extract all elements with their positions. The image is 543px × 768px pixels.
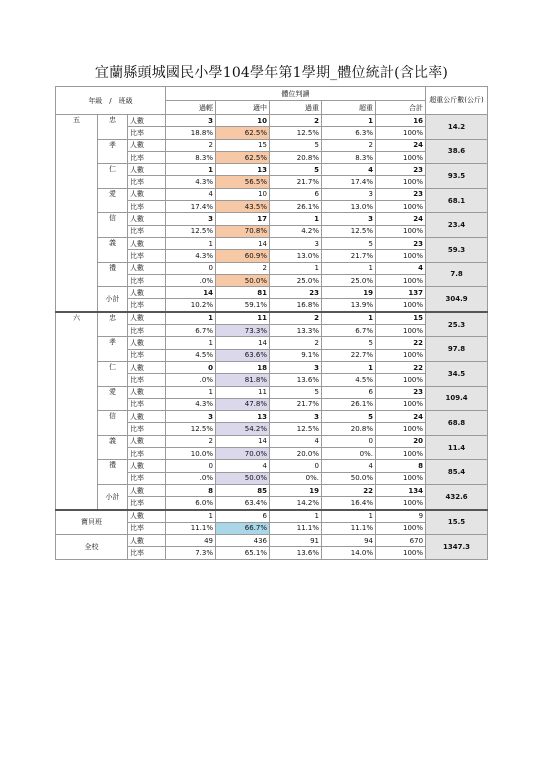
count-cell: 24 [376, 411, 426, 423]
count-cell: 1 [166, 237, 216, 249]
count-cell: 22 [322, 484, 376, 496]
count-row [56, 535, 488, 547]
special-name: 全校 [56, 535, 128, 560]
ratio-cell: 50.0% [322, 472, 376, 484]
count-cell: 5 [322, 411, 376, 423]
count-cell: 0 [166, 262, 216, 274]
over-kg-cell: 23.4 [426, 213, 488, 238]
count-cell: 8 [166, 484, 216, 496]
count-cell: 85 [216, 484, 270, 496]
row-type-ratio: 比率 [128, 547, 166, 559]
row-type-ratio: 比率 [128, 423, 166, 435]
row-type-count: 人數 [128, 484, 166, 496]
ratio-cell: 6.0% [166, 497, 216, 510]
count-row [56, 361, 488, 373]
ratio-cell: 8.3% [166, 151, 216, 163]
ratio-cell: 54.2% [216, 423, 270, 435]
count-cell: 5 [270, 164, 322, 176]
grade-label: 五 [56, 115, 98, 312]
count-cell: 137 [376, 287, 426, 299]
ratio-cell: 56.5% [216, 176, 270, 188]
class-name: 禮 [98, 262, 128, 287]
ratio-cell: 100% [376, 127, 426, 139]
ratio-cell: 8.3% [322, 151, 376, 163]
grade-label: 六 [56, 312, 98, 510]
count-row [56, 262, 488, 274]
col-header: 合計 [376, 101, 426, 115]
ratio-cell: 16.8% [270, 299, 322, 312]
count-cell: 3 [322, 188, 376, 200]
count-cell: 5 [322, 337, 376, 349]
ratio-cell: 65.1% [216, 547, 270, 559]
ratio-cell: 63.4% [216, 497, 270, 510]
row-type-ratio: 比率 [128, 274, 166, 286]
row-type-count: 人數 [128, 386, 166, 398]
count-cell: 5 [270, 386, 322, 398]
class-name: 信 [98, 213, 128, 238]
row-type-ratio: 比率 [128, 472, 166, 484]
count-cell: 10 [216, 115, 270, 127]
count-cell: 1 [166, 510, 216, 523]
ratio-cell: 4.5% [322, 374, 376, 386]
class-name: 仁 [98, 361, 128, 386]
class-name: 愛 [98, 386, 128, 411]
count-cell: 14 [166, 287, 216, 299]
count-cell: 23 [376, 237, 426, 249]
count-cell: 20 [376, 435, 426, 447]
row-type-count: 人數 [128, 262, 166, 274]
row-type-ratio: 比率 [128, 522, 166, 534]
count-cell: 2 [270, 337, 322, 349]
ratio-cell: 12.5% [166, 225, 216, 237]
count-cell: 1 [166, 386, 216, 398]
count-cell: 13 [216, 164, 270, 176]
ratio-cell: 12.5% [322, 225, 376, 237]
class-name: 義 [98, 237, 128, 262]
ratio-cell: 11.1% [166, 522, 216, 534]
ratio-cell: 4.3% [166, 176, 216, 188]
count-cell: 3 [166, 115, 216, 127]
ratio-cell: 21.7% [270, 176, 322, 188]
count-cell: 15 [376, 312, 426, 325]
count-cell: 134 [376, 484, 426, 496]
ratio-cell: 7.3% [166, 547, 216, 559]
ratio-cell: 100% [376, 176, 426, 188]
count-row [56, 411, 488, 423]
col-header: 過輕 [166, 101, 216, 115]
count-cell: 1 [322, 115, 376, 127]
count-row [56, 213, 488, 225]
ratio-cell: 21.7% [270, 398, 322, 410]
count-cell: 8 [376, 460, 426, 472]
count-cell: 2 [166, 435, 216, 447]
ratio-cell: .0% [166, 374, 216, 386]
ratio-cell: 60.9% [216, 250, 270, 262]
row-type-ratio: 比率 [128, 448, 166, 460]
page-title: 宜蘭縣頭城國民小學104學年第1學期_體位統計(含比率) [94, 65, 449, 81]
count-cell: 81 [216, 287, 270, 299]
count-cell: 6 [216, 510, 270, 523]
ratio-cell: 12.5% [166, 423, 216, 435]
count-cell: 0 [322, 435, 376, 447]
count-cell: 23 [376, 188, 426, 200]
row-type-ratio: 比率 [128, 497, 166, 510]
count-cell: 4 [322, 460, 376, 472]
ratio-cell: 81.8% [216, 374, 270, 386]
over-kg-cell: 68.1 [426, 188, 488, 213]
over-kg-header: 超重公斤數(公斤) [426, 87, 488, 115]
count-cell: 2 [270, 312, 322, 325]
ratio-cell: 20.8% [270, 151, 322, 163]
ratio-cell: 100% [376, 472, 426, 484]
over-kg-cell: 304.9 [426, 287, 488, 312]
count-cell: 1 [166, 164, 216, 176]
count-cell: 1 [270, 262, 322, 274]
ratio-cell: 17.4% [166, 201, 216, 213]
count-cell: 3 [322, 213, 376, 225]
row-type-count: 人數 [128, 188, 166, 200]
count-cell: 2 [322, 139, 376, 151]
row-type-count: 人數 [128, 237, 166, 249]
count-cell: 13 [216, 411, 270, 423]
count-cell: 18 [216, 361, 270, 373]
count-cell: 19 [322, 287, 376, 299]
ratio-cell: 6.3% [322, 127, 376, 139]
count-row [56, 484, 488, 496]
col-header: 適中 [216, 101, 270, 115]
class-name: 小計 [98, 287, 128, 312]
ratio-cell: 100% [376, 250, 426, 262]
row-type-ratio: 比率 [128, 349, 166, 361]
count-cell: 3 [270, 411, 322, 423]
count-row [56, 435, 488, 447]
col-header: 過重 [270, 101, 322, 115]
ratio-cell: 26.1% [322, 398, 376, 410]
header-row-1 [56, 87, 488, 101]
count-cell: 17 [216, 213, 270, 225]
row-type-count: 人數 [128, 287, 166, 299]
over-kg-cell: 93.5 [426, 164, 488, 189]
row-type-ratio: 比率 [128, 250, 166, 262]
ratio-cell: 20.0% [270, 448, 322, 460]
col-header: 超重 [322, 101, 376, 115]
ratio-cell: 100% [376, 151, 426, 163]
ratio-cell: 0%. [270, 472, 322, 484]
over-kg-cell: 109.4 [426, 386, 488, 411]
over-kg-cell: 68.8 [426, 411, 488, 436]
over-kg-cell: 7.8 [426, 262, 488, 287]
row-type-count: 人數 [128, 115, 166, 127]
count-cell: 4 [216, 460, 270, 472]
count-cell: 23 [376, 164, 426, 176]
count-cell: 1 [270, 510, 322, 523]
count-cell: 14 [216, 237, 270, 249]
row-type-ratio: 比率 [128, 325, 166, 337]
ratio-cell: .0% [166, 274, 216, 286]
count-cell: 14 [216, 435, 270, 447]
count-cell: 1 [322, 262, 376, 274]
count-cell: 4 [376, 262, 426, 274]
over-kg-cell: 97.8 [426, 337, 488, 362]
count-cell: 11 [216, 312, 270, 325]
ratio-cell: 6.7% [166, 325, 216, 337]
count-cell: 24 [376, 139, 426, 151]
count-cell: 22 [376, 337, 426, 349]
ratio-cell: 12.5% [270, 127, 322, 139]
ratio-cell: 100% [376, 497, 426, 510]
count-cell: 23 [270, 287, 322, 299]
ratio-cell: 13.0% [322, 201, 376, 213]
over-kg-cell: 85.4 [426, 460, 488, 485]
ratio-cell: 9.1% [270, 349, 322, 361]
count-cell: 22 [376, 361, 426, 373]
class-name: 忠 [98, 115, 128, 140]
table-body [56, 87, 488, 560]
ratio-cell: 100% [376, 349, 426, 361]
grade-class-header: 年級 / 班級 [56, 87, 166, 115]
ratio-cell: 10.0% [166, 448, 216, 460]
ratio-cell: 50.0% [216, 274, 270, 286]
row-type-count: 人數 [128, 435, 166, 447]
ratio-cell: 4.3% [166, 398, 216, 410]
count-cell: 2 [216, 262, 270, 274]
count-cell: 91 [270, 535, 322, 547]
ratio-cell: 70.8% [216, 225, 270, 237]
ratio-cell: 100% [376, 398, 426, 410]
row-type-ratio: 比率 [128, 201, 166, 213]
count-row [56, 510, 488, 523]
count-cell: 2 [270, 115, 322, 127]
count-row [56, 237, 488, 249]
row-type-count: 人數 [128, 460, 166, 472]
ratio-cell: 73.3% [216, 325, 270, 337]
count-cell: 2 [166, 139, 216, 151]
ratio-cell: 50.0% [216, 472, 270, 484]
class-name: 愛 [98, 188, 128, 213]
tiwei-header: 體位判讀 [166, 87, 426, 101]
count-cell: 9 [376, 510, 426, 523]
count-row [56, 337, 488, 349]
ratio-cell: 6.7% [322, 325, 376, 337]
over-kg-cell: 1347.3 [426, 535, 488, 560]
count-row [56, 460, 488, 472]
row-type-ratio: 比率 [128, 225, 166, 237]
count-cell: 15 [216, 139, 270, 151]
count-cell: 19 [270, 484, 322, 496]
over-kg-cell: 25.3 [426, 312, 488, 337]
ratio-cell: 22.7% [322, 349, 376, 361]
ratio-cell: 100% [376, 225, 426, 237]
ratio-cell: 11.1% [270, 522, 322, 534]
count-row [56, 312, 488, 325]
row-type-count: 人數 [128, 164, 166, 176]
ratio-cell: 62.5% [216, 151, 270, 163]
row-type-count: 人數 [128, 361, 166, 373]
count-row [56, 115, 488, 127]
over-kg-cell: 14.2 [426, 115, 488, 140]
count-cell: 5 [270, 139, 322, 151]
count-cell: 1 [322, 510, 376, 523]
count-cell: 4 [322, 164, 376, 176]
ratio-cell: 4.3% [166, 250, 216, 262]
class-name: 小計 [98, 484, 128, 509]
count-row [56, 386, 488, 398]
ratio-cell: 18.8% [166, 127, 216, 139]
ratio-cell: 21.7% [322, 250, 376, 262]
count-cell: 4 [166, 188, 216, 200]
ratio-cell: 13.3% [270, 325, 322, 337]
ratio-cell: 59.1% [216, 299, 270, 312]
over-kg-cell: 38.6 [426, 139, 488, 164]
ratio-cell: 100% [376, 522, 426, 534]
ratio-cell: 62.5% [216, 127, 270, 139]
count-cell: 16 [376, 115, 426, 127]
ratio-cell: 47.8% [216, 398, 270, 410]
class-name: 義 [98, 435, 128, 460]
row-type-count: 人數 [128, 510, 166, 523]
count-cell: 0 [166, 361, 216, 373]
count-cell: 1 [322, 361, 376, 373]
count-cell: 11 [216, 386, 270, 398]
row-type-ratio: 比率 [128, 374, 166, 386]
count-cell: 3 [166, 411, 216, 423]
ratio-cell: 0%. [322, 448, 376, 460]
count-cell: 1 [166, 312, 216, 325]
body-stats-table [55, 86, 488, 560]
count-cell: 0 [166, 460, 216, 472]
over-kg-cell: 11.4 [426, 435, 488, 460]
special-name: 寶貝班 [56, 510, 128, 535]
class-name: 禮 [98, 460, 128, 485]
count-cell: 14 [216, 337, 270, 349]
ratio-cell: 20.8% [322, 423, 376, 435]
count-cell: 5 [322, 237, 376, 249]
count-cell: 24 [376, 213, 426, 225]
count-cell: 23 [376, 386, 426, 398]
class-name: 忠 [98, 312, 128, 337]
ratio-cell: .0% [166, 472, 216, 484]
row-type-ratio: 比率 [128, 176, 166, 188]
row-type-ratio: 比率 [128, 127, 166, 139]
over-kg-cell: 59.3 [426, 237, 488, 262]
count-cell: 0 [270, 460, 322, 472]
ratio-cell: 16.4% [322, 497, 376, 510]
row-type-count: 人數 [128, 337, 166, 349]
count-cell: 1 [322, 312, 376, 325]
ratio-cell: 4.5% [166, 349, 216, 361]
count-cell: 670 [376, 535, 426, 547]
ratio-cell: 25.0% [270, 274, 322, 286]
ratio-cell: 4.2% [270, 225, 322, 237]
count-cell: 6 [322, 386, 376, 398]
count-cell: 3 [270, 361, 322, 373]
count-cell: 1 [270, 213, 322, 225]
ratio-cell: 14.2% [270, 497, 322, 510]
row-type-count: 人數 [128, 312, 166, 325]
ratio-cell: 100% [376, 547, 426, 559]
ratio-cell: 100% [376, 423, 426, 435]
over-kg-cell: 15.5 [426, 510, 488, 535]
ratio-cell: 11.1% [322, 522, 376, 534]
ratio-cell: 100% [376, 299, 426, 312]
count-cell: 6 [270, 188, 322, 200]
ratio-cell: 66.7% [216, 522, 270, 534]
ratio-cell: 43.5% [216, 201, 270, 213]
count-cell: 94 [322, 535, 376, 547]
class-name: 孝 [98, 139, 128, 164]
count-cell: 3 [270, 237, 322, 249]
row-type-count: 人數 [128, 139, 166, 151]
over-kg-cell: 432.6 [426, 484, 488, 509]
count-cell: 436 [216, 535, 270, 547]
row-type-count: 人數 [128, 213, 166, 225]
count-row [56, 287, 488, 299]
row-type-ratio: 比率 [128, 398, 166, 410]
ratio-cell: 14.0% [322, 547, 376, 559]
count-row [56, 188, 488, 200]
ratio-cell: 100% [376, 201, 426, 213]
count-cell: 49 [166, 535, 216, 547]
ratio-cell: 13.6% [270, 374, 322, 386]
count-cell: 1 [166, 337, 216, 349]
count-cell: 4 [270, 435, 322, 447]
ratio-cell: 10.2% [166, 299, 216, 312]
class-name: 信 [98, 411, 128, 436]
row-type-ratio: 比率 [128, 299, 166, 312]
row-type-count: 人數 [128, 535, 166, 547]
ratio-cell: 26.1% [270, 201, 322, 213]
ratio-cell: 25.0% [322, 274, 376, 286]
ratio-cell: 12.5% [270, 423, 322, 435]
count-cell: 10 [216, 188, 270, 200]
ratio-cell: 100% [376, 374, 426, 386]
ratio-cell: 17.4% [322, 176, 376, 188]
class-name: 仁 [98, 164, 128, 189]
ratio-cell: 13.9% [322, 299, 376, 312]
ratio-cell: 100% [376, 448, 426, 460]
ratio-cell: 100% [376, 325, 426, 337]
over-kg-cell: 34.5 [426, 361, 488, 386]
ratio-cell: 70.0% [216, 448, 270, 460]
row-type-count: 人數 [128, 411, 166, 423]
count-cell: 3 [166, 213, 216, 225]
ratio-cell: 100% [376, 274, 426, 286]
class-name: 孝 [98, 337, 128, 362]
ratio-cell: 63.6% [216, 349, 270, 361]
ratio-cell: 13.6% [270, 547, 322, 559]
row-type-ratio: 比率 [128, 151, 166, 163]
count-row [56, 139, 488, 151]
ratio-cell: 13.0% [270, 250, 322, 262]
count-row [56, 164, 488, 176]
